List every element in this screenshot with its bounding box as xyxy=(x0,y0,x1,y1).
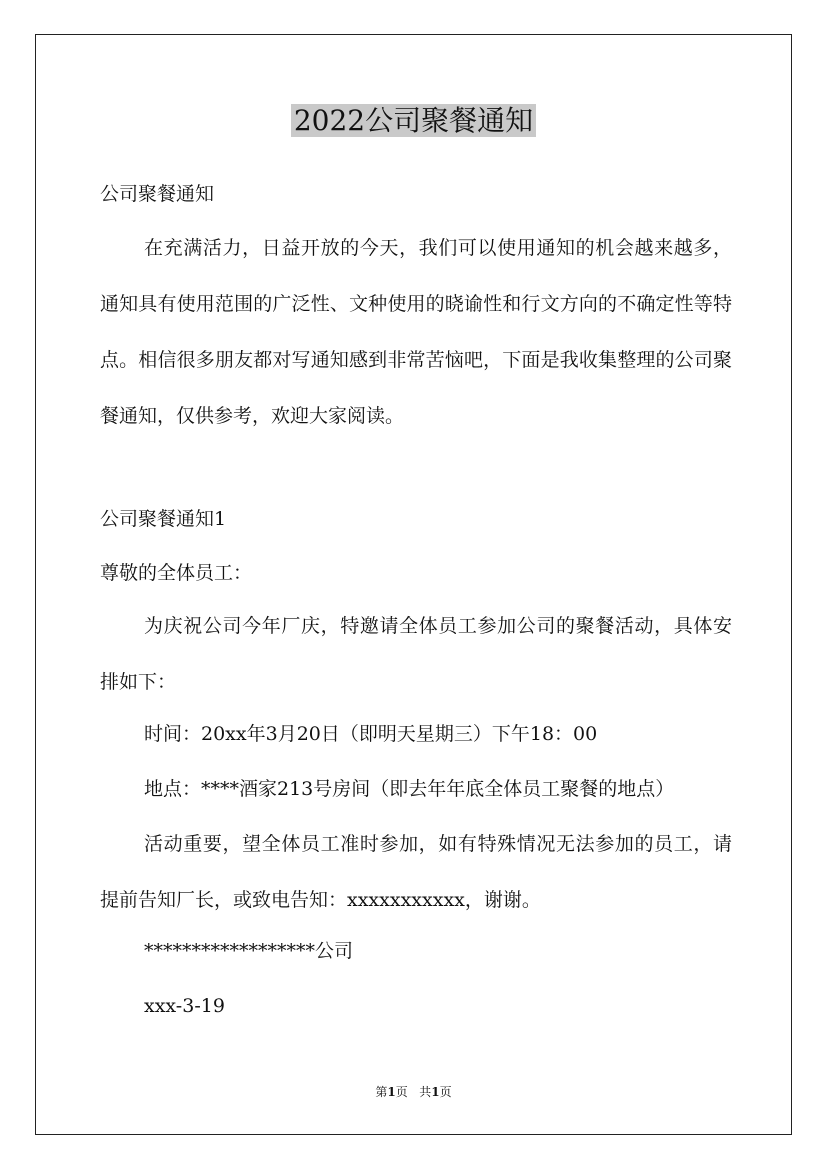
signature: ******************公司 xyxy=(144,940,354,962)
footer-page-prefix: 第 xyxy=(375,1085,388,1099)
footer-total-suffix: 页 xyxy=(439,1085,452,1099)
document-title-text: 2022公司聚餐通知 xyxy=(291,104,536,137)
time-line: 时间：20xx年3月20日（即明天星期三）下午18：00 xyxy=(144,723,598,745)
closing-paragraph: 活动重要，望全体员工准时参加，如有特殊情况无法参加的员工，请提前告知厂长，或致电告知：xxxxxxxxxxx，谢谢。 xyxy=(100,833,732,911)
section-heading: 公司聚餐通知1 xyxy=(100,508,227,530)
document-title xyxy=(0,101,827,141)
page-footer xyxy=(0,1084,827,1100)
document-date: xxx-3-19 xyxy=(144,995,225,1017)
footer-total-number: 1 xyxy=(431,1085,440,1099)
footer-page-number: 1 xyxy=(387,1085,396,1099)
body-paragraph: 为庆祝公司今年厂庆，特邀请全体员工参加公司的聚餐活动，具体安排如下： xyxy=(100,615,732,693)
footer-total-prefix: 共 xyxy=(419,1085,432,1099)
location-line: 地点：****酒家213号房间（即去年年底全体员工聚餐的地点） xyxy=(144,778,675,800)
intro-paragraph: 在充满活力，日益开放的今天，我们可以使用通知的机会越来越多，通知具有使用范围的广泛性、文种使用的晓谕性和行文方向的不确定性等特点。相信很多朋友都对写通知感到非常苦恼吧，下面是我收集整理的公司聚餐通知，仅供参考，欢迎大家阅读。 xyxy=(100,237,732,427)
salutation: 尊敬的全体员工： xyxy=(100,562,253,584)
footer-page-suffix: 页 xyxy=(395,1085,408,1099)
intro-heading: 公司聚餐通知 xyxy=(100,183,215,205)
